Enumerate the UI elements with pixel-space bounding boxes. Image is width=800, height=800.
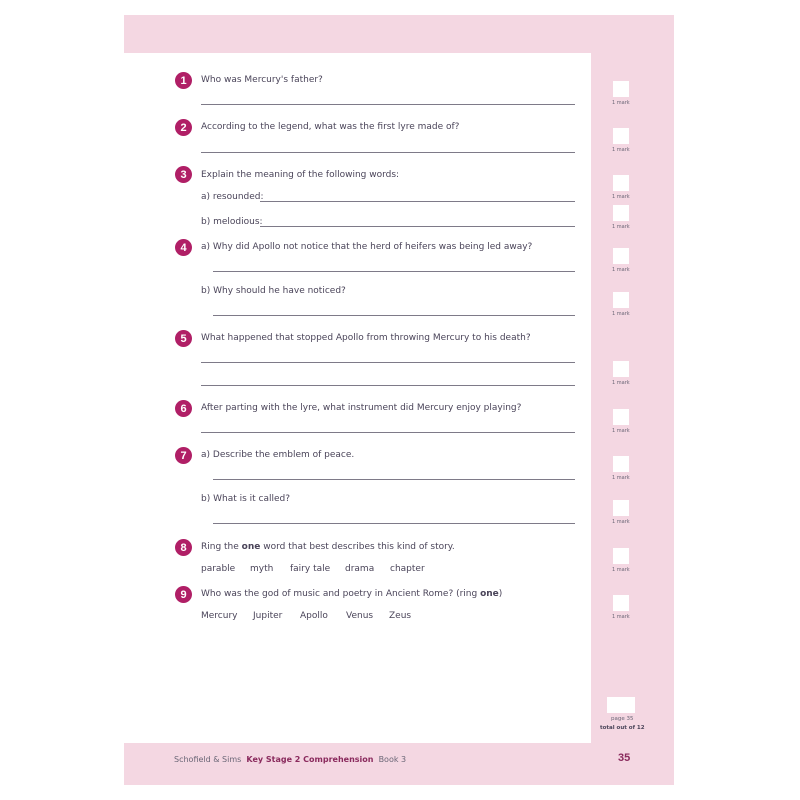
option-jupiter[interactable]: Jupiter	[253, 611, 283, 621]
mark-label-2: 1 mark	[612, 147, 630, 153]
question-4a-text: a) Why did Apollo not notice that the herd of heifers was being led away?	[201, 242, 533, 252]
mark-label-7b: 1 mark	[612, 519, 630, 525]
page-total-page: page 35	[611, 716, 634, 722]
answer-line-4a[interactable]	[213, 271, 575, 272]
question-number-5: 5	[175, 330, 192, 347]
mark-box-2[interactable]	[613, 128, 629, 144]
mark-label-4a: 1 mark	[612, 267, 630, 273]
page-total-label: total out of 12	[600, 725, 645, 731]
mark-box-4a[interactable]	[613, 248, 629, 264]
mark-label-5: 1 mark	[612, 380, 630, 386]
mark-label-6: 1 mark	[612, 428, 630, 434]
mark-box-9[interactable]	[613, 595, 629, 611]
page-number: 35	[618, 752, 631, 764]
option-zeus[interactable]: Zeus	[389, 611, 412, 621]
question-5-text: What happened that stopped Apollo from throwing Mercury to his death?	[201, 333, 531, 343]
question-3-text: Explain the meaning of the following words:	[201, 170, 400, 180]
question-number-8: 8	[175, 539, 192, 556]
footer-band	[124, 743, 674, 785]
option-mercury[interactable]: Mercury	[201, 611, 238, 621]
question-7b-text: b) What is it called?	[201, 494, 291, 504]
question-number-2: 2	[175, 119, 192, 136]
option-venus[interactable]: Venus	[346, 611, 374, 621]
question-9-text: Who was the god of music and poetry in Ancient Rome? (ring one)	[201, 589, 503, 599]
question-number-1: 1	[175, 72, 192, 89]
question-4b-text: b) Why should he have noticed?	[201, 286, 346, 296]
answer-line-5b[interactable]	[201, 385, 575, 386]
question-2-text: According to the legend, what was the first lyre made of?	[201, 122, 460, 132]
option-drama[interactable]: drama	[345, 564, 375, 574]
mark-box-5[interactable]	[613, 361, 629, 377]
question-8-text: Ring the one word that best describes this kind of story.	[201, 542, 455, 552]
header-band	[124, 15, 674, 53]
mark-box-3a[interactable]	[613, 175, 629, 191]
question-7a-text: a) Describe the emblem of peace.	[201, 450, 355, 460]
mark-label-4b: 1 mark	[612, 311, 630, 317]
marks-column	[591, 53, 674, 743]
mark-box-7a[interactable]	[613, 456, 629, 472]
mark-box-8[interactable]	[613, 548, 629, 564]
answer-line-1[interactable]	[201, 104, 575, 105]
option-fairy-tale[interactable]: fairy tale	[290, 564, 331, 574]
mark-box-3b[interactable]	[613, 205, 629, 221]
mark-box-6[interactable]	[613, 409, 629, 425]
question-6-text: After parting with the lyre, what instrument did Mercury enjoy playing?	[201, 403, 522, 413]
answer-line-2[interactable]	[201, 152, 575, 153]
mark-box-7b[interactable]	[613, 500, 629, 516]
question-number-7: 7	[175, 447, 192, 464]
mark-label-9: 1 mark	[612, 614, 630, 620]
option-parable[interactable]: parable	[201, 564, 236, 574]
mark-label-3b: 1 mark	[612, 224, 630, 230]
option-apollo[interactable]: Apollo	[300, 611, 328, 621]
mark-box-4b[interactable]	[613, 292, 629, 308]
mark-box-1[interactable]	[613, 81, 629, 97]
answer-line-3a[interactable]	[260, 201, 575, 202]
answer-line-6[interactable]	[201, 432, 575, 433]
question-number-6: 6	[175, 400, 192, 417]
question-1-text: Who was Mercury's father?	[201, 75, 323, 85]
question-3a-label: a) resounded:	[201, 192, 264, 202]
answer-line-7b[interactable]	[213, 523, 575, 524]
footer-credit: Schofield & Sims Key Stage 2 Comprehension Book 3	[174, 755, 407, 764]
answer-line-5a[interactable]	[201, 362, 575, 363]
question-number-4: 4	[175, 239, 192, 256]
question-number-3: 3	[175, 166, 192, 183]
mark-label-3a: 1 mark	[612, 194, 630, 200]
mark-label-8: 1 mark	[612, 567, 630, 573]
page-total-box[interactable]	[607, 697, 635, 713]
mark-label-1: 1 mark	[612, 100, 630, 106]
question-3b-label: b) melodious:	[201, 217, 263, 227]
answer-line-3b[interactable]	[260, 226, 575, 227]
question-number-9: 9	[175, 586, 192, 603]
answer-line-4b[interactable]	[213, 315, 575, 316]
mark-label-7a: 1 mark	[612, 475, 630, 481]
answer-line-7a[interactable]	[213, 479, 575, 480]
option-myth[interactable]: myth	[250, 564, 274, 574]
option-chapter[interactable]: chapter	[390, 564, 425, 574]
